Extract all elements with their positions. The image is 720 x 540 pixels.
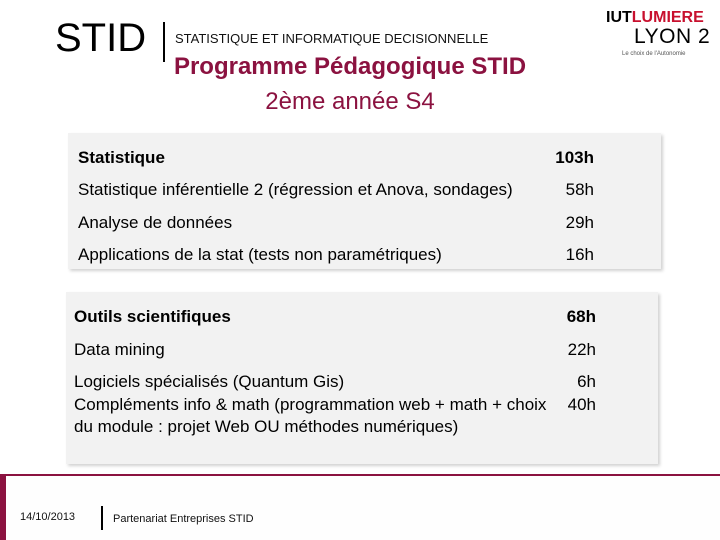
course-hours: 6h [577,372,596,391]
course-hours: 58h [565,180,594,199]
course-hours: 16h [565,245,594,264]
section-name: Statistique [78,148,165,167]
logo-lumiere: LUMIERE [631,9,704,26]
footer-partner: Partenariat Entreprises STID [113,513,254,525]
logo-lyon: LYON 2 [634,25,711,48]
course-label: Applications de la stat (tests non paramétriques) [78,245,442,264]
course-label: Analyse de données [78,213,233,232]
section-hours: 103h [555,148,594,167]
course-hours: 22h [567,340,596,359]
course-label: Logiciels spécialisés (Quantum Gis) [74,372,345,391]
logo-iut: IUT [606,9,632,26]
footer-separator [101,506,103,530]
page-subtitle: 2ème année S4 [265,88,435,115]
footer-divider [0,474,720,476]
section-hours: 68h [566,307,596,326]
course-hours: 29h [565,213,594,232]
course-hours: 40h [567,395,596,414]
page-title: Programme Pédagogique STID [173,53,527,80]
course-label: Statistique inférentielle 2 (régression et Anova, sondages) [78,180,513,199]
section-name: Outils scientifiques [74,307,231,326]
section-statistique [68,133,661,269]
logo-tagline: Le choix de l'Autonomie [622,51,686,57]
course-label: Data mining [74,340,165,359]
section-outils-scientifiques [66,292,658,464]
footer-accent [0,474,6,540]
course-label: Compléments info & math (programmation web + math + choix du module : projet Web OU méthodes numériques) [74,395,547,436]
brand-subtitle: STATISTIQUE ET INFORMATIQUE DECISIONNELLE [175,31,489,46]
iut-lumiere-lyon2-logo [606,9,711,59]
brand-logo-text: STID [55,16,147,60]
footer-date: 14/10/2013 [20,511,76,523]
footer [0,474,720,540]
